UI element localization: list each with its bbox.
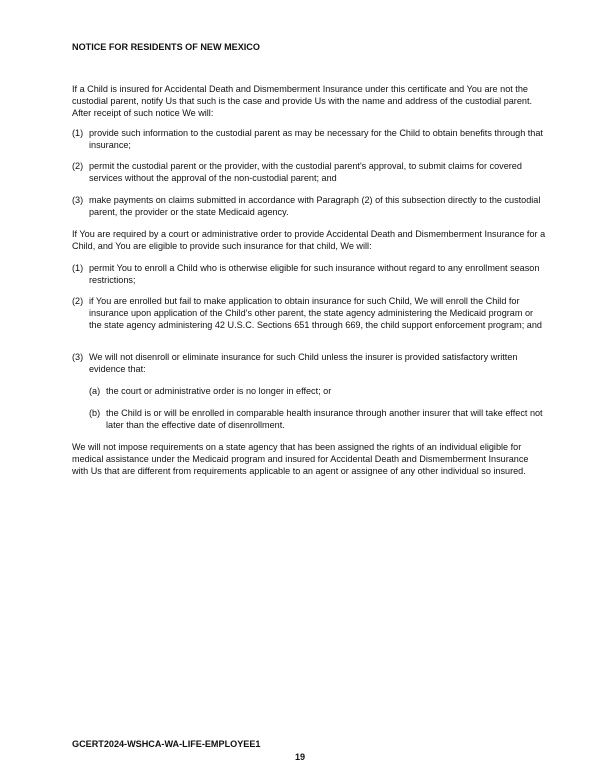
list-item-text: provide such information to the custodial parent as may be necessary for the Child to obtain benefits through that insurance; — [89, 128, 543, 150]
list-item-label: (2) — [72, 296, 84, 306]
list-item-text: make payments on claims submitted in accordance with Paragraph (2) of this subsection directly to the custodial parent, the provider or the state Medicaid agency. — [89, 195, 541, 217]
list-item-text: permit the custodial parent or the provider, with the custodial parent's approval, to submit claims for covered services without the approval of the non-custodial parent; and — [89, 161, 522, 183]
list-item-label: (1) — [72, 128, 84, 138]
footer-document-code: GCERT2024-WSHCA-WA-LIFE-EMPLOYEE1 — [72, 739, 261, 749]
list-item-label: (1) — [72, 263, 84, 273]
list-item — [72, 160, 546, 184]
list-item-label: (a) — [89, 386, 101, 396]
sub-list-item — [89, 407, 546, 431]
list-item-text: if You are enrolled but fail to make application to obtain insurance for such Child, We will enroll the Child for insurance upon application of the Child's other parent, the state agency administering the Medicaid program or the state agency administering 42 U.S.C. Sections 651 through 669, the child support enforcement program; and — [89, 296, 542, 330]
sub-list-item — [89, 385, 546, 397]
list-item-label: (b) — [89, 408, 101, 418]
list-item — [72, 262, 546, 286]
list-item-label: (3) — [72, 195, 84, 205]
list-item-text: the court or administrative order is no longer in effect; or — [106, 386, 332, 396]
court-order-paragraph: If You are required by a court or administrative order to provide Accidental Death and Dismemberment Insurance for a Child, and You are eligible to provide such insurance for that child, We will: — [72, 229, 546, 251]
list-item-text: We will not disenroll or eliminate insurance for such Child unless the insurer is provided satisfactory written evidence that: — [89, 352, 518, 374]
closing-paragraph: We will not impose requirements on a state agency that has been assigned the rights of an individual eligible for medical assistance under the Medicaid program and insured for Accidental Death and Dismemberment Insurance with Us that are different from requirements applicable to an agent or assignee of any other individual so insured. — [72, 442, 529, 476]
list-item — [72, 351, 546, 375]
list-item-text: permit You to enroll a Child who is otherwise eligible for such insurance without regard to any enrollment season restrictions; — [89, 263, 540, 285]
list-item-text: the Child is or will be enrolled in comparable health insurance through another insurer that will take effect not later than the effective date of disenrollment. — [106, 408, 543, 430]
list-item — [72, 295, 546, 331]
intro-paragraph: If a Child is insured for Accidental Death and Dismemberment Insurance under this certificate and You are not the custodial parent, notify Us that such is the case and provide Us with the name and address of the custodial parent. After receipt of such notice We will: — [72, 84, 533, 118]
page-title: NOTICE FOR RESIDENTS OF NEW MEXICO — [72, 42, 260, 52]
list-item-label: (2) — [72, 161, 84, 171]
list-item — [72, 194, 546, 218]
list-item — [72, 127, 546, 151]
list-item-label: (3) — [72, 352, 84, 362]
page-number: 19 — [294, 752, 306, 762]
